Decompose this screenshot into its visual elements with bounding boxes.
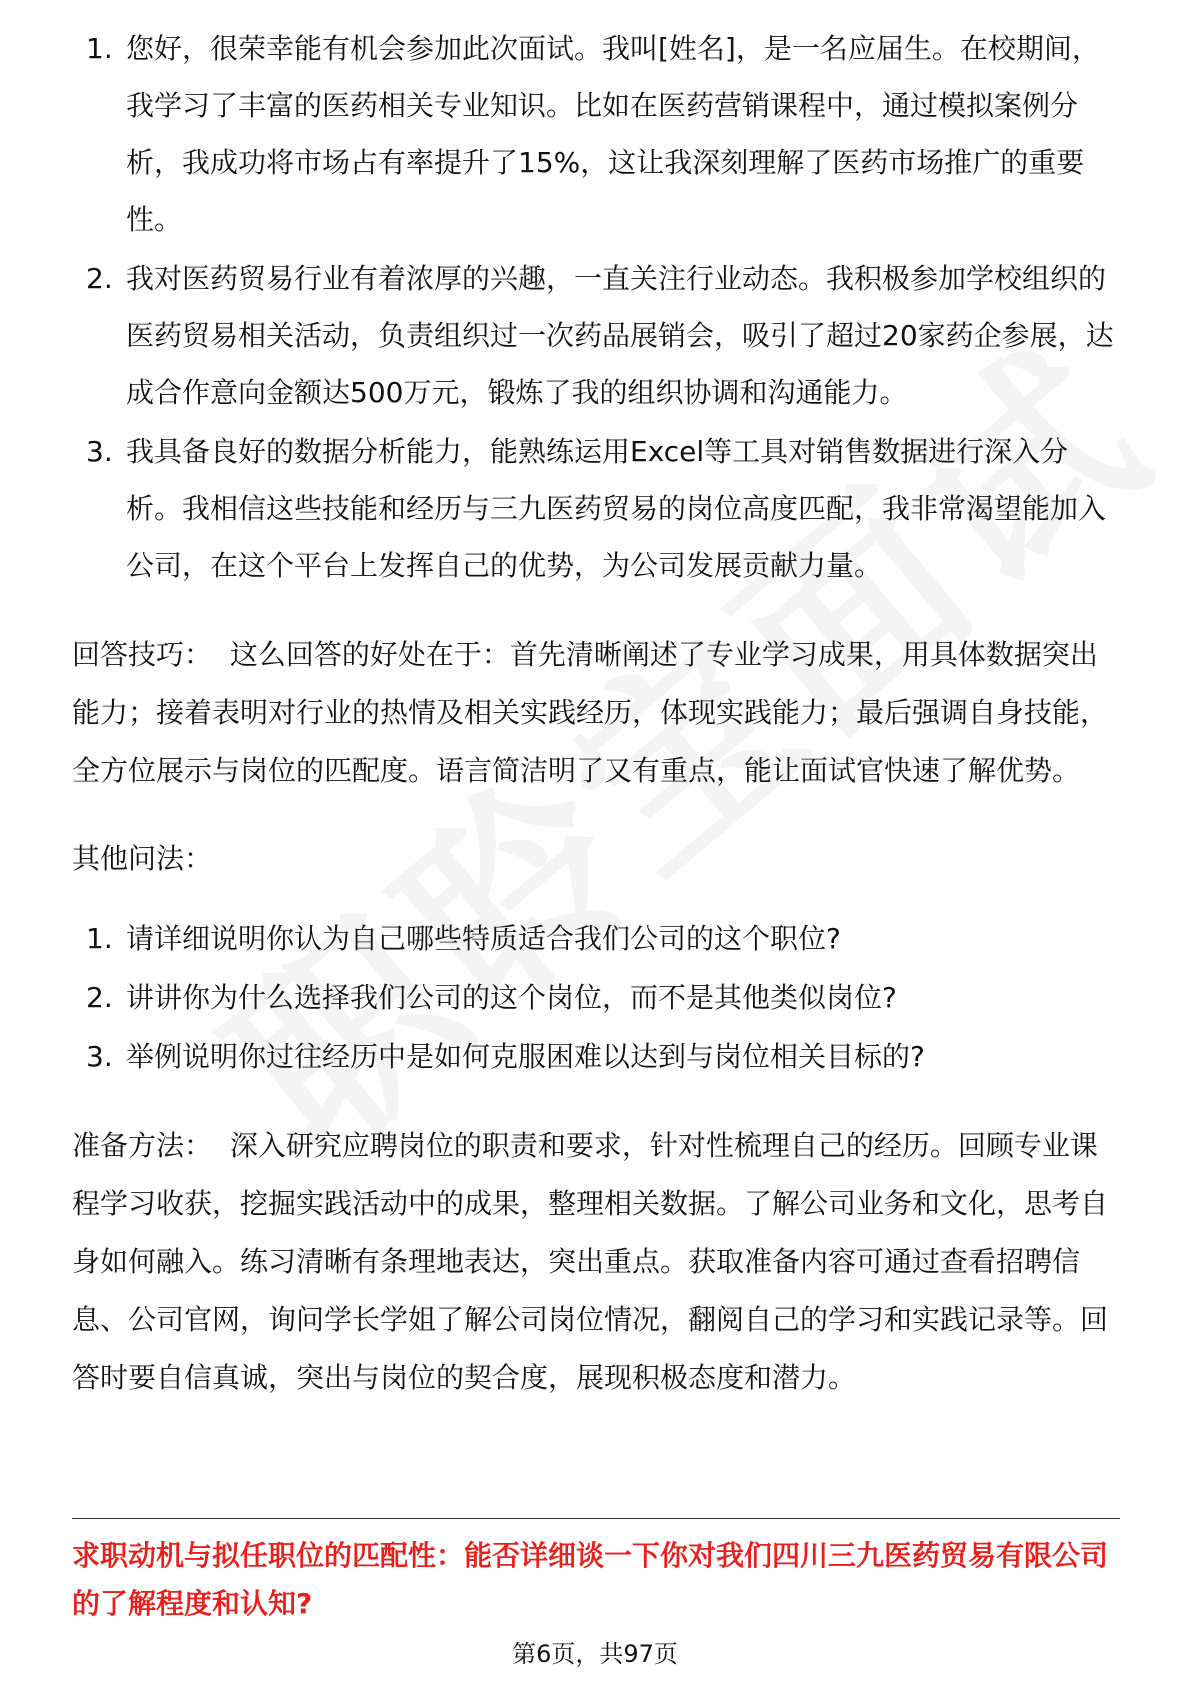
answer-tips-text: 这么回答的好处在于：首先清晰阐述了专业学习成果，用具体数据突出能力；接着表明对行业的热情及相关实践经历，体现实践能力；最后强调自身技能，全方位展示与岗位的匹配度。语言简洁明了又有重点，能让面试官快速了解优势。 — [72, 638, 1109, 787]
list-item — [72, 250, 1120, 421]
intro-answer-list — [72, 20, 1120, 594]
other-questions-list — [72, 910, 1120, 1085]
list-item-text: 举例说明你过往经历中是如何克服困难以达到与岗位相关目标的? — [126, 1040, 925, 1073]
next-question-heading: 求职动机与拟任职位的匹配性：能否详细谈一下你对我们四川三九医药贸易有限公司的了解程度和认知? — [72, 1539, 1109, 1620]
list-item-number: 1. — [86, 922, 113, 955]
list-item-text: 讲讲你为什么选择我们公司的这个岗位，而不是其他类似岗位? — [126, 981, 897, 1014]
prep-method-label: 准备方法： — [72, 1129, 213, 1162]
list-item — [72, 969, 1120, 1026]
list-item-number: 2. — [86, 262, 113, 295]
list-item-text: 请详细说明你认为自己哪些特质适合我们公司的这个职位? — [126, 922, 841, 955]
list-item-number: 3. — [86, 1040, 113, 1073]
list-item — [72, 423, 1120, 594]
list-item-number: 1. — [86, 32, 113, 65]
list-item-number: 3. — [86, 435, 113, 468]
answer-tips-paragraph — [72, 626, 1120, 800]
list-item-text: 您好，很荣幸能有机会参加此次面试。我叫[姓名]，是一名应届生。在校期间，我学习了丰富的医药相关专业知识。比如在医药营销课程中，通过模拟案例分析，我成功将市场占有率提升了15%，这让我深刻理解了医药市场推广的重要性。 — [126, 32, 1100, 236]
list-item-text: 我具备良好的数据分析能力，能熟练运用Excel等工具对销售数据进行深入分析。我相信这些技能和经历与三九医药贸易的岗位高度匹配，我非常渴望能加入公司，在这个平台上发挥自己的优势，为公司发展贡献力量。 — [126, 435, 1107, 582]
list-item-number: 2. — [86, 981, 113, 1014]
answer-tips-label: 回答技巧： — [72, 638, 213, 671]
list-item — [72, 20, 1120, 248]
prep-method-text: 深入研究应聘岗位的职责和要求，针对性梳理自己的经历。回顾专业课程学习收获，挖掘实践活动中的成果，整理相关数据。了解公司业务和文化，思考自身如何融入。练习清晰有条理地表达，突出重点。获取准备内容可通过查看招聘信息、公司官网，询问学长学姐了解公司岗位情况，翻阅自己的学习和实践记录等。回答时要自信真诚，突出与岗位的契合度，展现积极态度和潜力。 — [72, 1129, 1109, 1394]
page-content — [72, 20, 1120, 1407]
list-item — [72, 910, 1120, 967]
list-item-text: 我对医药贸易行业有着浓厚的兴趣，一直关注行业动态。我积极参加学校组织的医药贸易相关活动，负责组织过一次药品展销会，吸引了超过20家药企参展，达成合作意向金额达500万元，锻炼了我的组织协调和沟通能力。 — [126, 262, 1114, 409]
list-item — [72, 1028, 1120, 1085]
prep-method-paragraph — [72, 1117, 1120, 1407]
page-number-footer: 第6页，共97页 — [512, 1640, 678, 1668]
other-questions-label: 其他问法： — [72, 842, 213, 875]
section-divider — [72, 1518, 1120, 1519]
